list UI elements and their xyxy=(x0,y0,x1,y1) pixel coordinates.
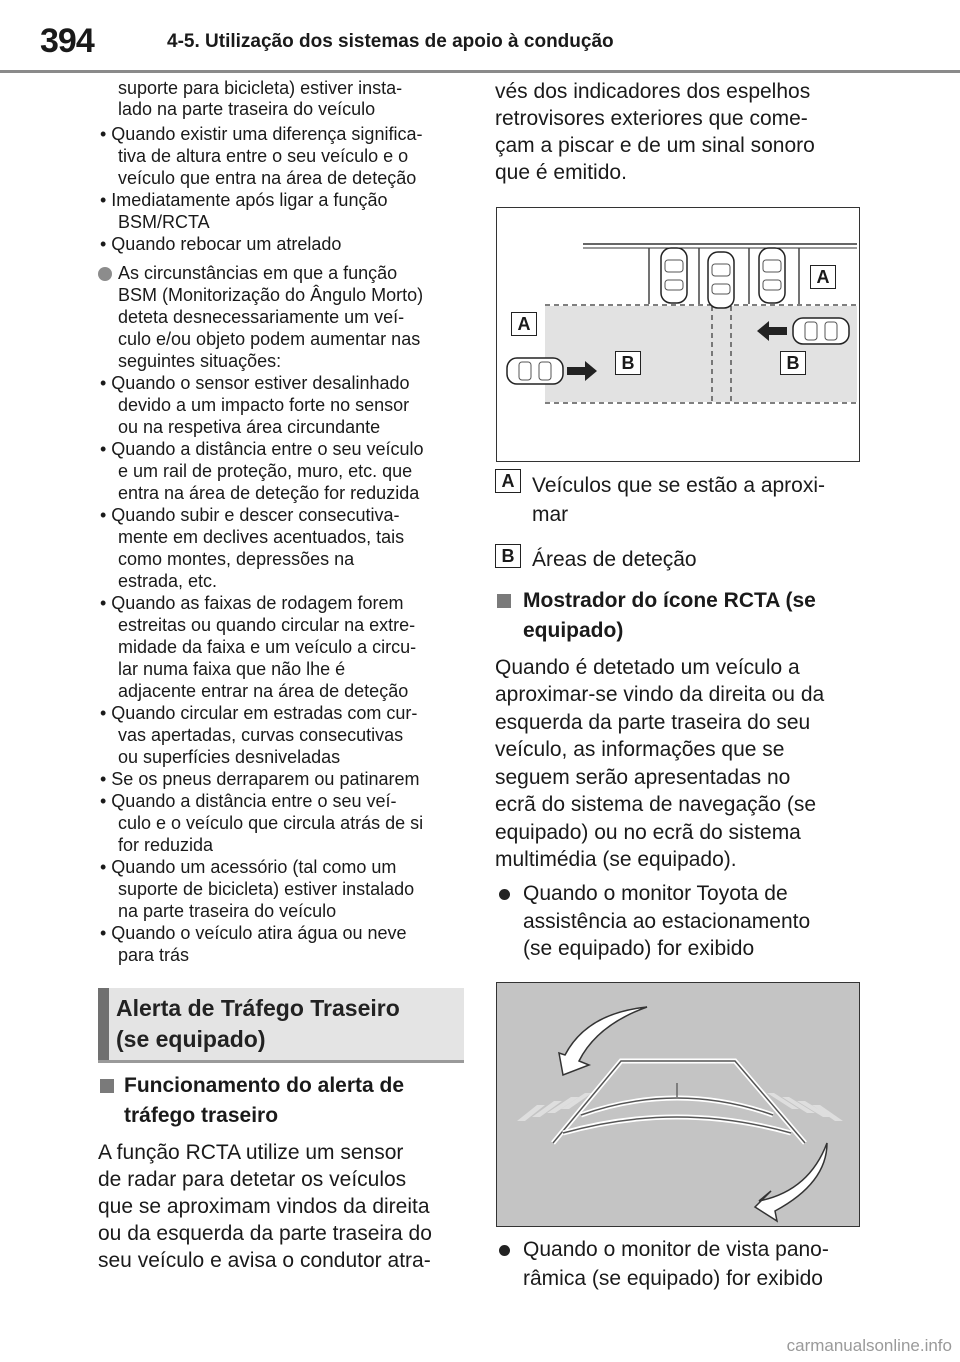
rcta-camera-display-figure xyxy=(496,982,860,1227)
list-item: • Quando o sensor estiver desalinhado xyxy=(100,373,410,393)
parking-diagram-svg xyxy=(497,208,858,460)
figure-label-b: B xyxy=(615,351,641,375)
body-line: vés dos indicadores dos espelhos xyxy=(495,80,811,103)
own-car xyxy=(708,252,734,308)
body-line: esquerda da parte traseira do seu xyxy=(495,711,811,734)
page-number: 394 xyxy=(40,22,94,60)
continued-line: lado na parte traseira do veículo xyxy=(118,99,376,119)
list-item-cont: veículo que entra na área de deteção xyxy=(118,168,417,188)
body-line: de radar para detetar os veículos xyxy=(98,1168,407,1191)
header-rule xyxy=(0,70,960,73)
approaching-car-right xyxy=(793,318,849,344)
dot-item-line: (se equipado) for exibido xyxy=(523,937,755,960)
list-item: • Imediatamente após ligar a função xyxy=(100,190,388,210)
list-item-cont: midade da faixa e um veículo a circu- xyxy=(118,637,417,657)
legend-text-b: Áreas de deteção xyxy=(532,548,697,571)
circle-item-line: culo e/ou objeto podem aumentar nas xyxy=(118,329,421,349)
body-line: que se aproximam vindos da direita xyxy=(98,1195,430,1218)
callout-accent-bar xyxy=(98,988,109,1060)
figure-label-a: A xyxy=(511,312,537,336)
figure-label-a: A xyxy=(810,265,836,289)
dot-bullet-icon xyxy=(499,889,510,900)
legend-text-a: mar xyxy=(532,503,569,526)
circle-item-line: seguintes situações: xyxy=(118,351,282,371)
list-item-cont: entra na área de deteção for reduzida xyxy=(118,483,420,503)
circle-item-line: deteta desnecessariamente um veí- xyxy=(118,307,405,327)
approaching-car-left xyxy=(507,358,563,384)
list-item-cont: culo e o veículo que circula atrás de si xyxy=(118,813,424,833)
body-line: çam a piscar e de um sinal sonoro xyxy=(495,134,815,157)
list-item-cont: para trás xyxy=(118,945,190,965)
list-item: • Quando a distância entre o seu veículo xyxy=(100,439,424,459)
body-line: que é emitido. xyxy=(495,161,627,184)
list-item: • Quando um acessório (tal como um xyxy=(100,857,397,877)
legend-key-a: A xyxy=(495,469,521,493)
circle-bullet-icon xyxy=(98,267,112,281)
list-item: • Quando as faixas de rodagem forem xyxy=(100,593,404,613)
dot-bullet-icon xyxy=(499,1245,510,1256)
list-item-cont: como montes, depressões na xyxy=(118,549,355,569)
body-line: Quando é detetado um veículo a xyxy=(495,656,800,679)
list-item-cont: estreitas ou quando circular na extre- xyxy=(118,615,416,635)
list-item-cont: for reduzida xyxy=(118,835,214,855)
list-item-cont: na parte traseira do veículo xyxy=(118,901,337,921)
body-line: retrovisores exteriores que come- xyxy=(495,107,808,130)
subheading: tráfego traseiro xyxy=(124,1104,279,1127)
dot-item-line: Quando o monitor Toyota de xyxy=(523,882,788,905)
list-item: • Quando existir uma diferença significa- xyxy=(100,124,423,144)
body-line: ecrã do sistema de navegação (se xyxy=(495,793,817,816)
body-line: multimédia (se equipado). xyxy=(495,848,737,871)
camera-display-svg xyxy=(497,983,858,1225)
legend-text-a: Veículos que se estão a aproxi- xyxy=(532,474,826,497)
list-item-cont: adjacente entrar na área de deteção xyxy=(118,681,409,701)
list-item-cont: lar numa faixa que não lhe é xyxy=(118,659,346,679)
heading-square-icon xyxy=(100,1079,114,1093)
subheading: Mostrador do ícone RCTA (se xyxy=(523,589,816,612)
circle-item-line: As circunstâncias em que a função xyxy=(118,263,398,283)
list-item: • Quando a distância entre o seu veí- xyxy=(100,791,397,811)
body-line: ou da esquerda da parte traseira do xyxy=(98,1222,432,1245)
continued-line: suporte para bicicleta) estiver insta- xyxy=(118,78,403,98)
list-item: • Quando rebocar um atrelado xyxy=(100,234,342,254)
list-item-cont: mente em declives acentuados, tais xyxy=(118,527,405,547)
circle-item-line: BSM (Monitorização do Ângulo Morto) xyxy=(118,285,424,305)
list-item-cont: vas apertadas, curvas consecutivas xyxy=(118,725,404,745)
callout-line: (se equipado) xyxy=(116,1026,266,1052)
parked-car xyxy=(759,248,785,303)
list-item-cont: tiva de altura entre o seu veículo e o xyxy=(118,146,409,166)
list-item-cont: ou na respetiva área circundante xyxy=(118,417,381,437)
list-item-cont: e um rail de proteção, muro, etc. que xyxy=(118,461,413,481)
callout-line: Alerta de Tráfego Traseiro xyxy=(116,995,400,1021)
list-item-cont: devido a um impacto forte no sensor xyxy=(118,395,410,415)
list-item-cont: estrada, etc. xyxy=(118,571,218,591)
body-line: veículo, as informações que se xyxy=(495,738,785,761)
body-line: A função RCTA utilize um sensor xyxy=(98,1141,404,1164)
body-line: aproximar-se vindo da direita ou da xyxy=(495,683,825,706)
parked-car xyxy=(661,248,687,303)
list-item-cont: ou superfícies desniveladas xyxy=(118,747,341,767)
body-line: seguem serão apresentadas no xyxy=(495,766,791,789)
subheading: equipado) xyxy=(523,619,624,642)
list-item: • Quando circular em estradas com cur- xyxy=(100,703,418,723)
rcta-detection-diagram xyxy=(496,207,860,462)
heading-square-icon xyxy=(497,594,511,608)
section-title: 4-5. Utilização dos sistemas de apoio à condução xyxy=(167,31,614,52)
subheading: Funcionamento do alerta de xyxy=(124,1074,405,1097)
footer-watermark: carmanualsonline.info xyxy=(786,1336,952,1355)
figure-label-b: B xyxy=(780,351,806,375)
list-item: • Quando subir e descer consecutiva- xyxy=(100,505,400,525)
list-item: • Quando o veículo atira água ou neve xyxy=(100,923,407,943)
dot-item-line: râmica (se equipado) for exibido xyxy=(523,1267,823,1290)
dot-item-line: assistência ao estacionamento xyxy=(523,910,811,933)
list-item-cont: BSM/RCTA xyxy=(118,212,210,232)
callout-title xyxy=(116,993,456,1055)
legend-key-b: B xyxy=(495,544,521,568)
body-line: seu veículo e avisa o condutor atra- xyxy=(98,1249,431,1272)
dot-item-line: Quando o monitor de vista pano- xyxy=(523,1238,829,1261)
list-item: • Se os pneus derraparem ou patinarem xyxy=(100,769,420,789)
list-item-cont: suporte de bicicleta) estiver instalado xyxy=(118,879,415,899)
body-line: equipado) ou no ecrã do sistema xyxy=(495,821,801,844)
